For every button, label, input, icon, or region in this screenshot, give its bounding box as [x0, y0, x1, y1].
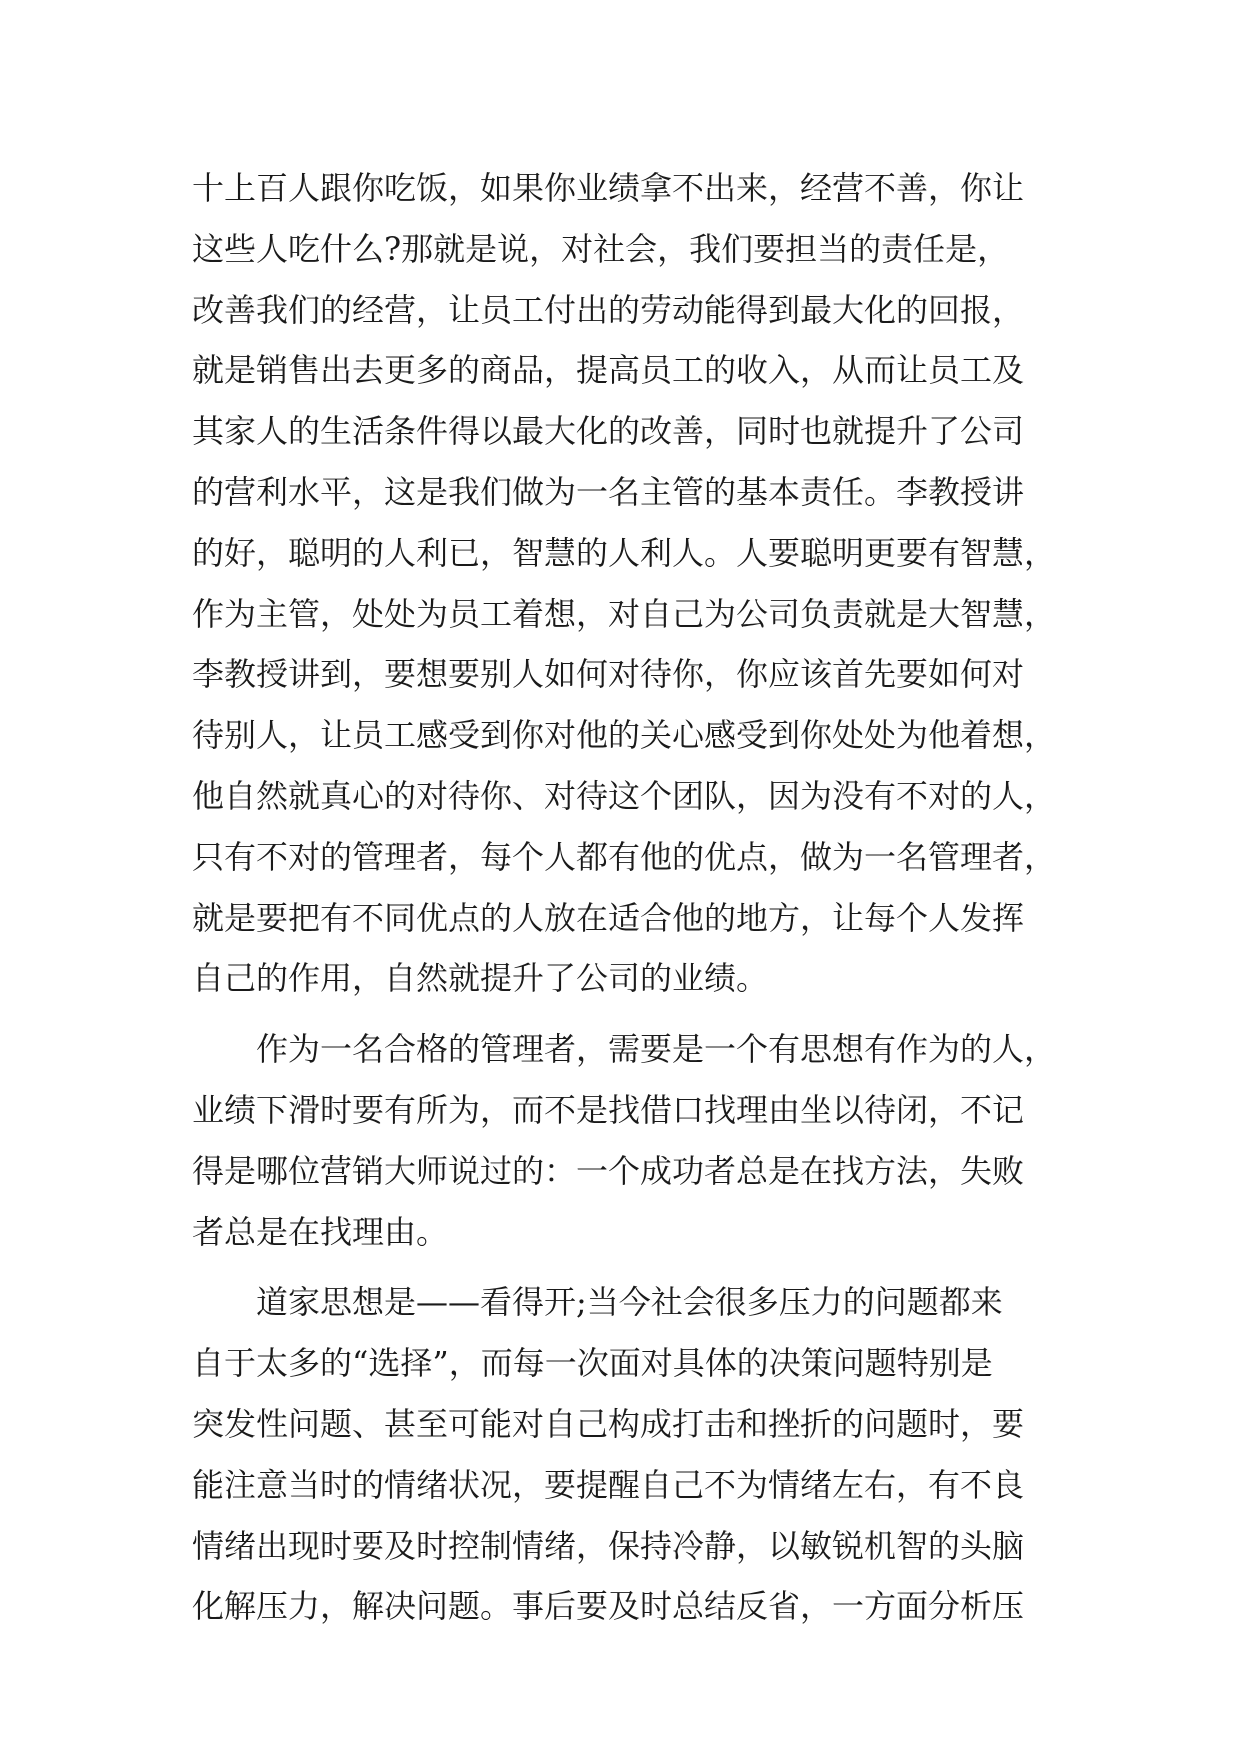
text-line: 就是销售出去更多的商品，提高员工的收入，从而让员工及	[192, 351, 1025, 390]
text-line: 能注意当时的情绪状况，要提醒自己不为情绪左右，有不良	[192, 1465, 1025, 1504]
text-line: 只有不对的管理者，每个人都有他的优点，做为一名管理者，	[192, 837, 1057, 876]
text-line: 作为主管，处处为员工着想，对自己为公司负责就是大智慧，	[192, 594, 1057, 633]
paragraph-2	[192, 1019, 1057, 1262]
text-line: 十上百人跟你吃饭，如果你业绩拿不出来，经营不善，你让	[192, 169, 1025, 207]
text-line: 的营利水平，这是我们做为一名主管的基本责任。李教授讲	[192, 472, 1025, 511]
text-line: 化解压力，解决问题。事后要及时总结反省，一方面分析压	[192, 1587, 1025, 1626]
text-line: 自于太多的“选择”，而每一次面对具体的决策问题特别是	[192, 1344, 993, 1383]
text-line: 突发性问题、甚至可能对自己构成打击和挫折的问题时，要	[192, 1404, 1025, 1443]
text-line: 者总是在找理由。	[192, 1212, 449, 1251]
text-line: 李教授讲到，要想要别人如何对待你，你应该首先要如何对	[192, 655, 1025, 694]
paragraph-gap	[192, 1009, 1052, 1019]
paragraph-3	[192, 1272, 1052, 1637]
text-line: 待别人，让员工感受到你对他的关心感受到你处处为他着想，	[192, 716, 1057, 755]
text-line: 就是要把有不同优点的人放在适合他的地方，让每个人发挥	[192, 898, 1025, 937]
paragraph-1	[192, 158, 1057, 1009]
text-line-indented: 道家思想是——看得开;当今社会很多压力的问题都来	[256, 1283, 1003, 1322]
text-line: 的好，聪明的人利已，智慧的人利人。人要聪明更要有智慧，	[192, 533, 1057, 572]
text-line: 他自然就真心的对待你、对待这个团队，因为没有不对的人，	[192, 776, 1057, 815]
text-line: 业绩下滑时要有所为，而不是找借口找理由坐以待闭，不记	[192, 1090, 1025, 1129]
text-line: 这些人吃什么?那就是说，对社会，我们要担当的责任是，	[192, 229, 1010, 268]
text-line: 其家人的生活条件得以最大化的改善，同时也就提升了公司	[192, 412, 1025, 451]
text-line: 自己的作用，自然就提升了公司的业绩。	[192, 959, 769, 998]
text-line: 改善我们的经营，让员工付出的劳动能得到最大化的回报，	[192, 290, 1025, 329]
text-line: 得是哪位营销大师说过的：一个成功者总是在找方法，失败	[192, 1151, 1025, 1190]
text-line: 情绪出现时要及时控制情绪，保持冷静，以敏锐机智的头脑	[192, 1526, 1025, 1565]
text-line-indented: 作为一名合格的管理者，需要是一个有思想有作为的人，	[256, 1030, 1057, 1069]
paragraph-gap	[192, 1262, 1052, 1272]
document-body	[192, 158, 1057, 1637]
